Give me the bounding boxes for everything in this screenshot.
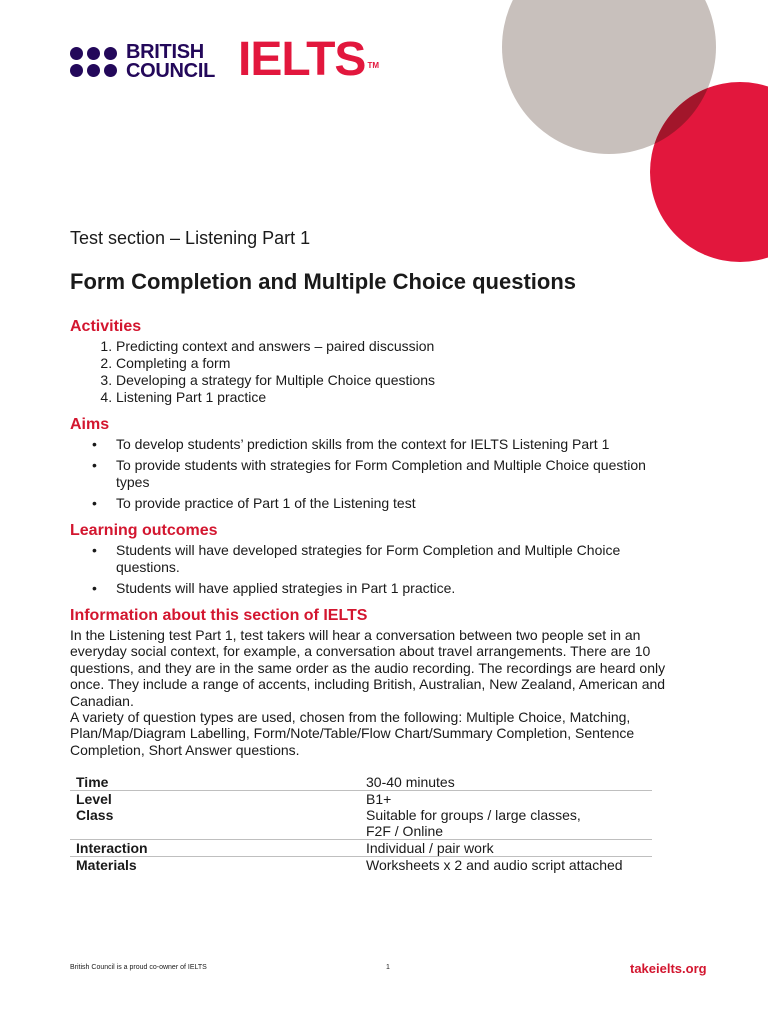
list-item: • To provide students with strategies for Form Completion and Multiple Choice question types bbox=[116, 457, 670, 491]
aims-list bbox=[70, 436, 670, 512]
details-value: Individual / pair work bbox=[360, 840, 652, 857]
footer-note: British Council is a proud co-owner of IELTS bbox=[70, 964, 207, 971]
info-paragraph-1: In the Listening test Part 1, test takers will hear a conversation between two people set in an everyday social context, for example, a conversation about travel arrangements. There are 10 questions, and they are in the same order as the audio recording. The recordings are heard only once. They include a range of accents, including British, Australian, New Zealand, American and Canadian. bbox=[70, 627, 666, 709]
list-item: 3. Developing a strategy for Multiple Choice questions bbox=[116, 372, 670, 389]
table-row bbox=[70, 840, 652, 857]
info-paragraph-2: A variety of question types are used, chosen from the following: Multiple Choice, Matching, Plan/Map/Diagram Labelling, Form/Note/Table/Flow Chart/Summary Completion, Sentence Completion, Short Answer questions. bbox=[70, 709, 635, 758]
section-title: Test section – Listening Part 1 bbox=[70, 228, 311, 248]
document-body bbox=[70, 226, 670, 873]
list-item: • To provide practice of Part 1 of the Listening test bbox=[116, 495, 670, 512]
british-council-dots-icon bbox=[70, 47, 117, 77]
ielts-logo-text: IELTS bbox=[238, 33, 366, 86]
info-heading: Information about this section of IELTS bbox=[70, 607, 368, 624]
list-item: 2. Completing a form bbox=[116, 355, 670, 372]
table-row bbox=[70, 774, 652, 791]
details-label: Interaction bbox=[70, 840, 360, 857]
aims-heading: Aims bbox=[70, 416, 110, 433]
details-value: Worksheets x 2 and audio script attached bbox=[366, 857, 623, 874]
list-item: • To develop students’ prediction skills from the context for IELTS Listening Part 1 bbox=[116, 436, 670, 453]
learning-outcomes-list bbox=[70, 542, 670, 597]
details-value: B1+ bbox=[366, 791, 392, 808]
british-council-word-2: COUNCIL bbox=[126, 60, 216, 82]
list-item: 1. Predicting context and answers – paired discussion bbox=[116, 338, 670, 355]
details-table bbox=[70, 774, 652, 873]
details-value: 30-40 minutes bbox=[360, 774, 652, 791]
table-row bbox=[70, 791, 652, 808]
list-item: • Students will have applied strategies in Part 1 practice. bbox=[116, 580, 670, 597]
details-label: Class bbox=[70, 807, 360, 840]
decorative-circle-overlap bbox=[502, 0, 716, 154]
details-label: Materials bbox=[76, 857, 137, 874]
table-row bbox=[70, 857, 652, 874]
learning-outcomes-heading: Learning outcomes bbox=[70, 522, 218, 539]
ielts-trademark: TM bbox=[367, 61, 380, 70]
details-value: Suitable for groups / large classes, F2F / Online bbox=[360, 807, 652, 840]
list-item: 4. Listening Part 1 practice bbox=[116, 389, 670, 406]
table-row bbox=[70, 807, 652, 840]
british-council-word-1: BRITISH bbox=[126, 41, 204, 63]
details-label: Time bbox=[70, 774, 360, 791]
activities-heading: Activities bbox=[70, 318, 142, 335]
activities-list bbox=[70, 338, 670, 406]
list-item: • Students will have developed strategies for Form Completion and Multiple Choice questions. bbox=[116, 542, 670, 576]
page-number: 1 bbox=[386, 964, 390, 971]
takeielts-link[interactable]: takeielts.org bbox=[630, 961, 707, 976]
ielts-logo bbox=[238, 33, 380, 86]
british-council-logo bbox=[70, 40, 215, 84]
details-label: Level bbox=[76, 791, 112, 808]
main-title: Form Completion and Multiple Choice questions bbox=[70, 269, 577, 294]
